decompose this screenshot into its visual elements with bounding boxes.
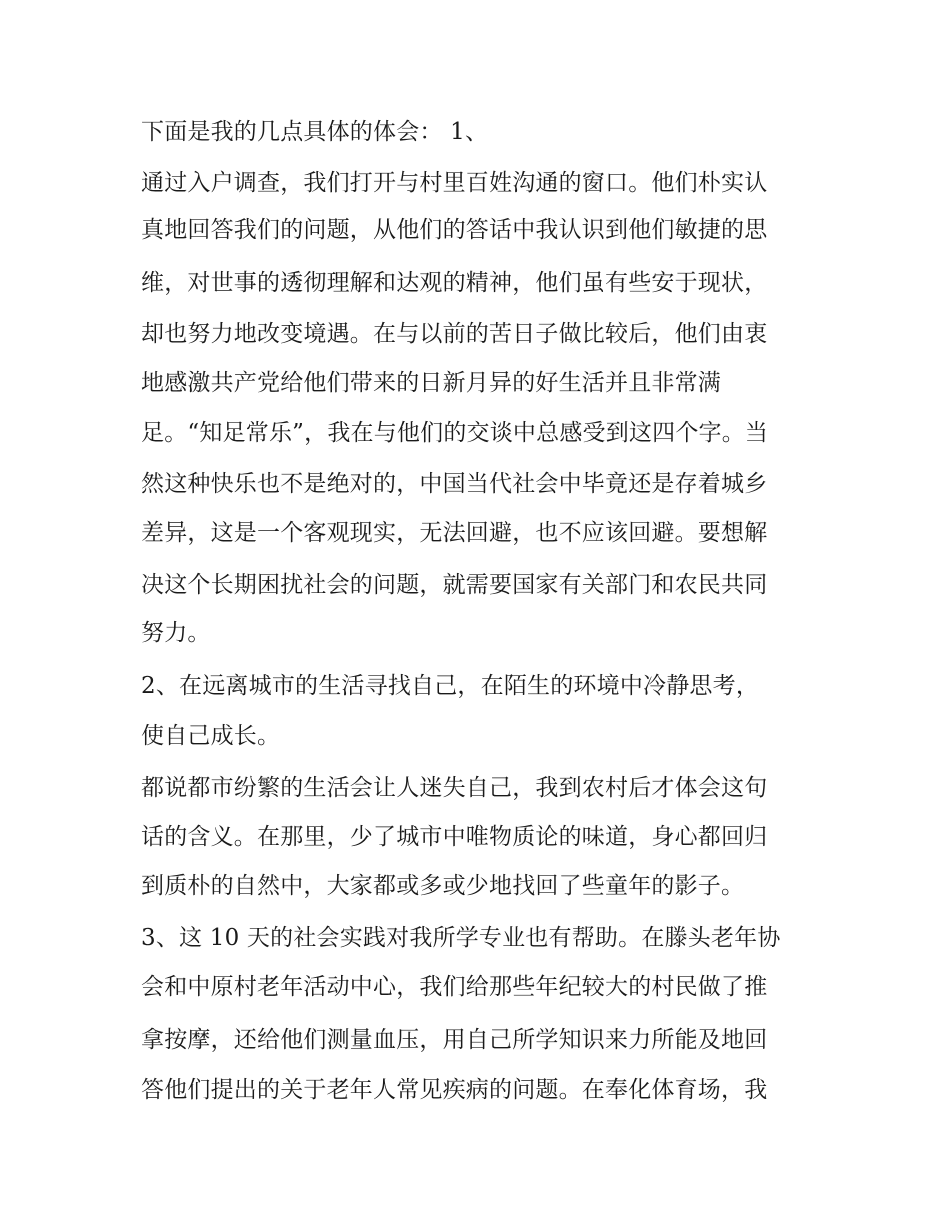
- text-line: 答他们提出的关于老年人常见疾病的问题。在奉化体育场，我: [141, 1077, 768, 1103]
- text-line: 然这种快乐也不是绝对的，中国当代社会中毕竟还是存着城乡: [141, 471, 768, 497]
- text-line: 努力。: [141, 620, 211, 646]
- text-line: 足。“知足常乐”，我在与他们的交谈中总感受到这四个字。当: [141, 420, 769, 446]
- text-line: 维，对世事的透彻理解和达观的精神，他们虽有些安于现状，: [141, 270, 768, 296]
- text-line: 使自己成长。: [141, 723, 281, 749]
- text-line: 3、这 10 天的社会实践对我所学专业也有帮助。在滕头老年协: [141, 925, 781, 951]
- text-line: 话的含义。在那里，少了城市中唯物质论的味道，身心都回归: [141, 824, 768, 850]
- text-line: 决这个长期困扰社会的问题，就需要国家有关部门和农民共同: [141, 572, 768, 598]
- text-line: 到质朴的自然中，大家都或多或少地找回了些童年的影子。: [141, 873, 745, 899]
- text-line: 通过入户调查，我们打开与村里百姓沟通的窗口。他们朴实认: [141, 170, 768, 196]
- text-line: 真地回答我们的问题，从他们的答话中我认识到他们敏捷的思: [141, 217, 768, 243]
- text-line: 会和中原村老年活动中心，我们给那些年纪较大的村民做了推: [141, 974, 768, 1000]
- text-line: 拿按摩，还给他们测量血压，用自己所学知识来力所能及地回: [141, 1027, 768, 1053]
- text-line: 2、在远离城市的生活寻找自己，在陌生的环境中冷静思考，: [141, 673, 760, 699]
- text-line: 差异，这是一个客观现实，无法回避，也不应该回避。要想解: [141, 520, 768, 546]
- text-line: 地感激共产党给他们带来的日新月异的好生活并且非常满: [141, 370, 721, 396]
- text-line: 下面是我的几点具体的体会： 1、: [141, 119, 489, 145]
- text-line: 却也努力地改变境遇。在与以前的苦日子做比较后，他们由衷: [141, 321, 768, 347]
- text-line: 都说都市纷繁的生活会让人迷失自己，我到农村后才体会这句: [141, 775, 768, 801]
